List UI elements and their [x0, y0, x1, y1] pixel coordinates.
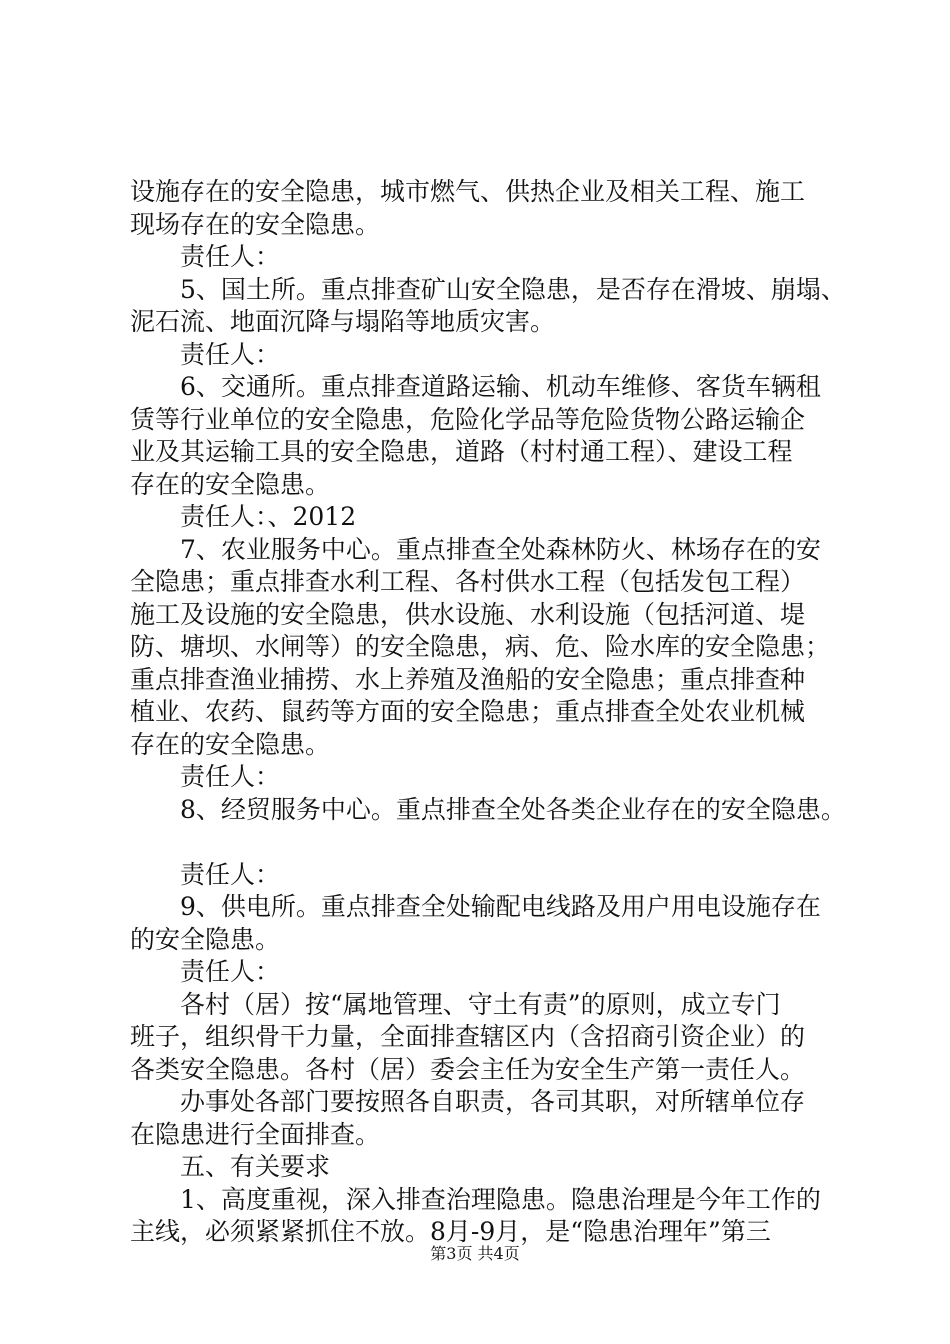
text-line: 5、国土所。重点排查矿山安全隐患，是否存在滑坡、崩塌、 — [180, 274, 846, 304]
text-line: 业及其运输工具的安全隐患，道路（村村通工程）、建设工程 — [130, 437, 793, 466]
text-line: 6、交通所。重点排查道路运输、机动车维修、客货车辆租 — [180, 372, 821, 401]
text-line: 在隐患进行全面排查。 — [130, 1119, 381, 1149]
text-line: 现场存在的安全隐患。 — [130, 209, 381, 239]
text-line: 各类安全隐患。各村（居）委会主任为安全生产第一责任人。 — [130, 1054, 806, 1084]
text-line: 7、农业服务中心。重点排查全处森林防火、林场存在的安 — [180, 534, 821, 564]
text-line: 责任人：、2012 — [180, 502, 357, 531]
text-line: 存在的安全隐患。 — [130, 469, 331, 499]
text-line: 的安全隐患。 — [130, 924, 281, 954]
document-body — [130, 176, 850, 1249]
text-line: 植业、农药、鼠药等方面的安全隐患；重点排查全处农业机械 — [130, 697, 806, 726]
text-line: 责任人： — [180, 957, 281, 986]
text-line: 全隐患；重点排查水利工程、各村供水工程（包括发包工程） — [130, 567, 806, 596]
text-line: 责任人： — [180, 762, 281, 791]
page-footer: 第3页 共4页 — [430, 1244, 520, 1263]
text-line: 班子，组织骨干力量，全面排查辖区内（含招商引资企业）的 — [130, 1022, 806, 1051]
text-line: 赁等行业单位的安全隐患，危险化学品等危险货物公路运输企 — [130, 404, 806, 434]
text-line: 各村（居）按“属地管理、守土有责”的原则，成立专门 — [180, 989, 781, 1019]
text-line: 9、供电所。重点排查全处输配电线路及用户用电设施存在 — [180, 892, 821, 921]
text-line: 泥石流、地面沉降与塌陷等地质灾害。 — [130, 307, 556, 336]
text-line: 责任人： — [180, 242, 281, 271]
text-line: 设施存在的安全隐患，城市燃气、供热企业及相关工程、施工 — [130, 177, 806, 206]
text-line: 存在的安全隐患。 — [130, 729, 331, 759]
text-line: 施工及设施的安全隐患，供水设施、水利设施（包括河道、堤 — [130, 599, 806, 629]
text-line: 防、塘坝、水闸等）的安全隐患，病、危、险水库的安全隐患； — [130, 632, 831, 661]
text-line: 五、有关要求 — [180, 1152, 331, 1181]
text-line: 主线，必须紧紧抓住不放。8月-9月，是“隐患治理年”第三 — [130, 1217, 771, 1246]
blank-line — [130, 826, 850, 859]
text-line: 办事处各部门要按照各自职责，各司其职，对所辖单位存 — [180, 1087, 806, 1116]
text-line: 1、高度重视，深入排查治理隐患。隐患治理是今年工作的 — [180, 1184, 821, 1214]
text-line: 责任人： — [180, 859, 281, 889]
text-line: 8、经贸服务中心。重点排查全处各类企业存在的安全隐患。 — [180, 794, 846, 824]
text-line: 责任人： — [180, 339, 281, 369]
text-line: 重点排查渔业捕捞、水上养殖及渔船的安全隐患；重点排查种 — [130, 664, 806, 694]
